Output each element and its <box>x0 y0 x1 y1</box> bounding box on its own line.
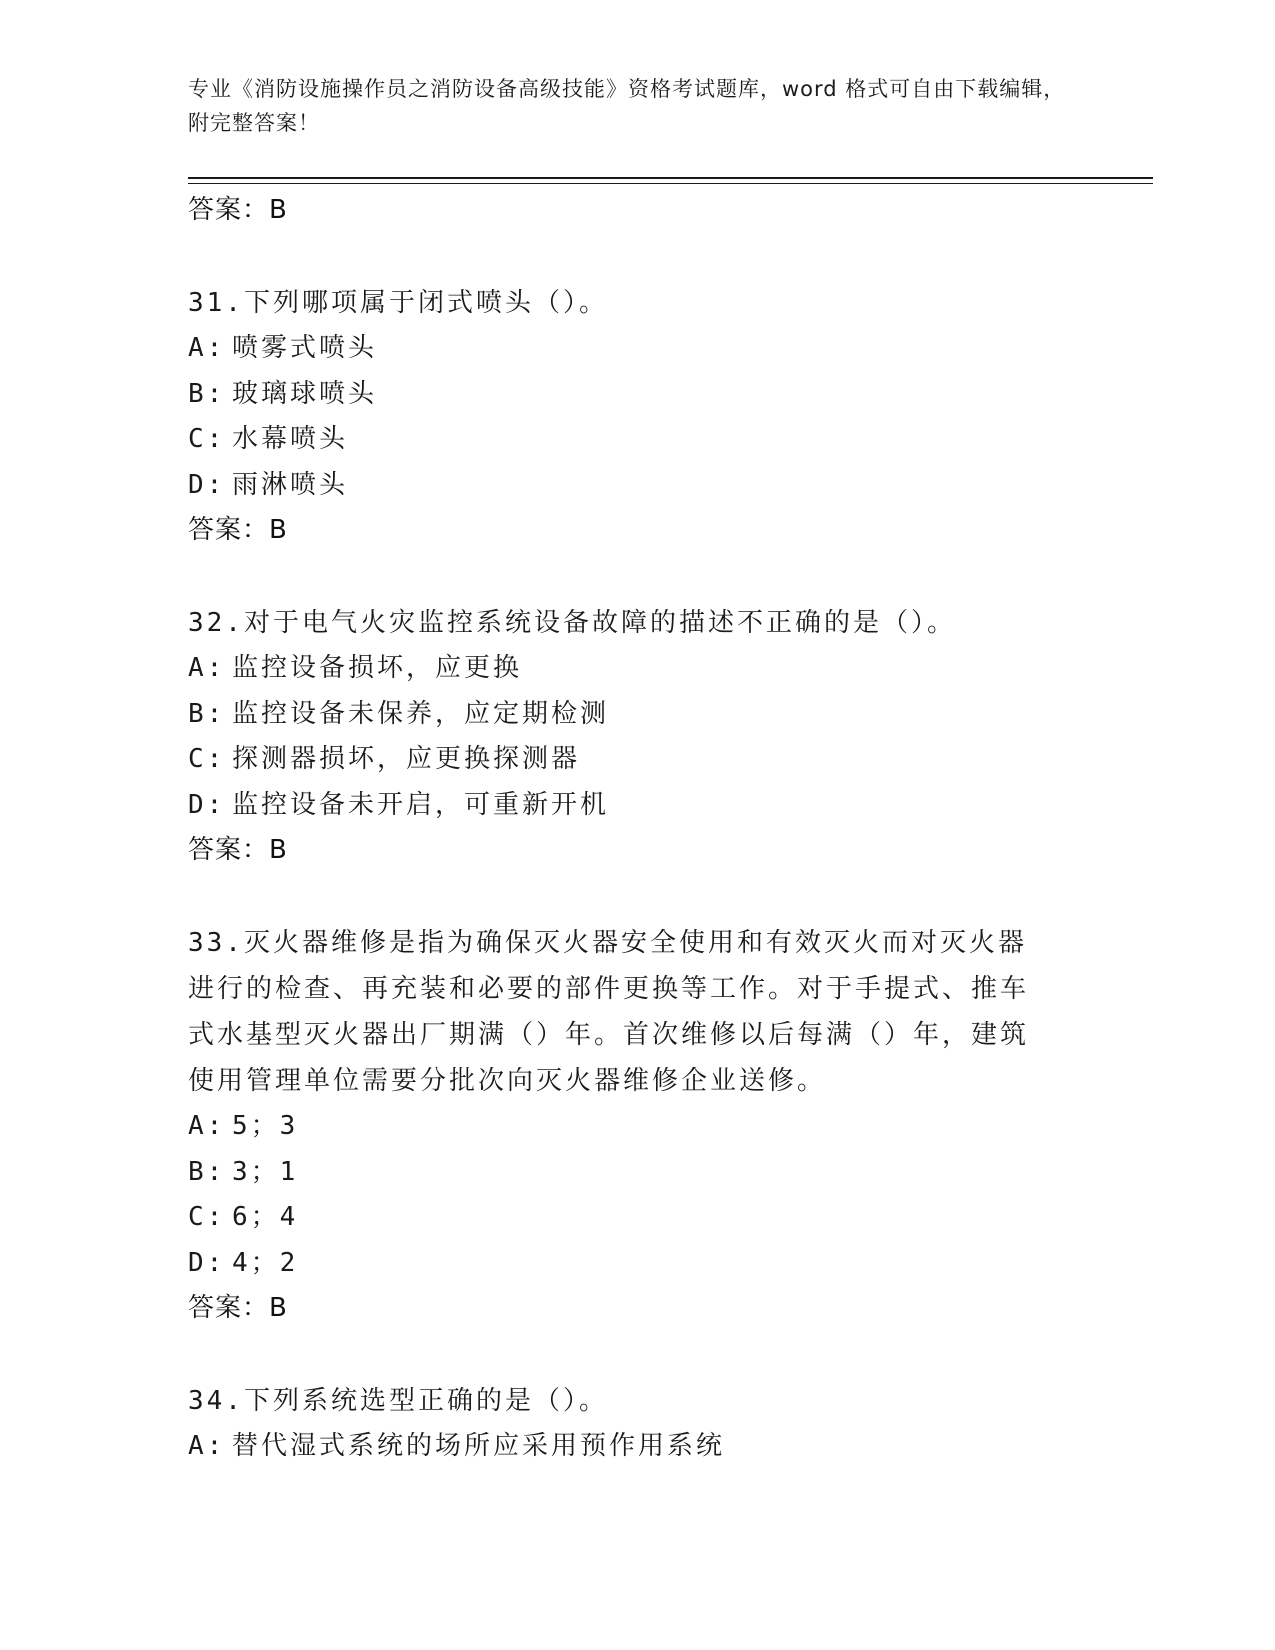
option-text: 雨淋喷头 <box>232 469 349 500</box>
question-item <box>188 600 1088 872</box>
option-key: D: <box>188 789 226 820</box>
option-d <box>188 783 1088 829</box>
option-key: D: <box>188 469 226 500</box>
option-text: 监控设备未开启，可重新开机 <box>232 789 610 820</box>
option-key: B: <box>188 378 226 409</box>
option-text: 替代湿式系统的场所应采用预作用系统 <box>232 1431 726 1461</box>
question-stem: 34.下列系统选型正确的是（）。 <box>188 1386 608 1416</box>
option-a <box>188 326 1088 372</box>
option-text: 监控设备损坏，应更换 <box>232 653 523 683</box>
option-b <box>188 1150 1088 1196</box>
header-divider-thin <box>188 183 1153 184</box>
option-c <box>188 737 1088 783</box>
option-key: C: <box>188 744 226 774</box>
question-list <box>188 188 1088 1470</box>
option-b <box>188 372 1088 418</box>
option-text: 4；2 <box>232 1247 299 1278</box>
question-item <box>188 1378 1088 1470</box>
option-key: A: <box>188 1431 226 1461</box>
option-key: A: <box>188 333 226 363</box>
question-item <box>188 920 1088 1330</box>
option-a <box>188 1104 1088 1150</box>
option-key: B: <box>188 1156 226 1187</box>
option-a <box>188 646 1088 692</box>
header-divider-thick <box>188 177 1153 179</box>
option-key: A: <box>188 653 226 683</box>
question-item <box>188 280 1088 552</box>
answer-line: 答案：B <box>188 515 288 545</box>
option-text: 6；4 <box>232 1202 299 1232</box>
option-text: 监控设备未保养，应定期检测 <box>232 698 610 729</box>
option-d <box>188 1241 1088 1287</box>
option-d <box>188 463 1088 509</box>
option-key: A: <box>188 1111 226 1141</box>
option-text: 玻璃球喷头 <box>232 378 378 409</box>
answer-line: 答案：B <box>188 1293 288 1323</box>
option-c <box>188 417 1088 463</box>
option-b <box>188 692 1088 738</box>
answer-line: 答案：B <box>188 195 288 225</box>
option-a <box>188 1424 1088 1470</box>
answer-line: 答案：B <box>188 835 288 865</box>
question-stem: 31.下列哪项属于闭式喷头（）。 <box>188 288 608 318</box>
question-stem: 32.对于电气火灾监控系统设备故障的描述不正确的是（）。 <box>188 608 956 638</box>
option-key: C: <box>188 1202 226 1232</box>
question-stem: 33.灭火器维修是指为确保灭火器安全使用和有效灭火而对灭火器进行的检查、再充装和必要的部件更换等工作。对于手提式、推车式水基型灭火器出厂期满（）年。首次维修以后每满（）年，建筑使用管理单位需要分批次向灭火器维修企业送修。 <box>188 928 1030 1096</box>
option-key: B: <box>188 698 226 729</box>
option-text: 探测器损坏，应更换探测器 <box>232 744 581 774</box>
option-text: 5；3 <box>232 1111 299 1141</box>
option-text: 3；1 <box>232 1156 299 1187</box>
option-key: C: <box>188 424 226 454</box>
option-text: 喷雾式喷头 <box>232 333 378 363</box>
document-header: 专业《消防设施操作员之消防设备高级技能》资格考试题库，word 格式可自由下载编辑，附完整答案！ <box>188 77 1066 135</box>
option-key: D: <box>188 1247 226 1278</box>
option-c <box>188 1195 1088 1241</box>
option-text: 水幕喷头 <box>232 424 349 454</box>
